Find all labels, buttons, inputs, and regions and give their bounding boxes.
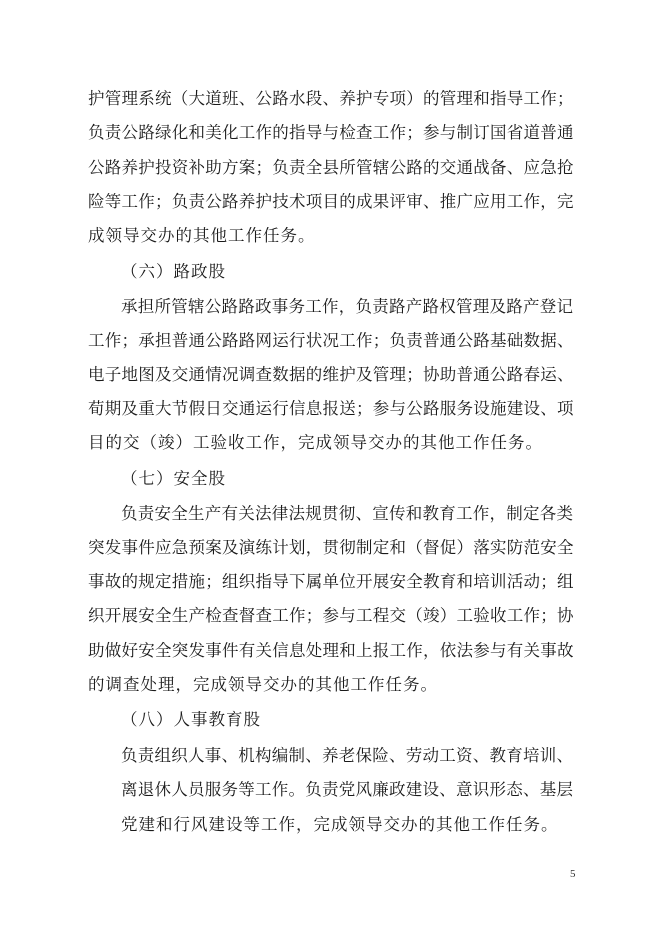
text-line: 护管理系统（大道班、公路水段、养护专项）的管理和指导工作； [88, 89, 574, 108]
text-line: 成领导交办的其他工作任务。 [88, 226, 316, 245]
text-line: 织开展安全生产检查督查工作；参与工程交（竣）工验收工作；协 [88, 606, 574, 625]
text-line: 目的交（竣）工验收工作，完成领导交办的其他工作任务。 [88, 433, 543, 452]
text-line: 电子地图及交通情况调查数据的维护及管理；协助普通公路春运、 [88, 365, 574, 384]
text-line: 工作；承担普通公路路网运行状况工作；负责普通公路基础数据、 [88, 331, 574, 350]
text-line: 党建和行风建设等工作，完成领导交办的其他工作任务。 [121, 815, 559, 834]
section-heading: （八）人事教育股 [121, 710, 261, 729]
text-line: 荀期及重大节假日交通运行信息报送；参与公路服务设施建设、项 [88, 399, 574, 418]
text-line: 承担所管辖公路路政事务工作，负责路产路权管理及路产登记 [121, 297, 574, 316]
text-line: 负责公路绿化和美化工作的指导与检查工作；参与制订国省道普通 [88, 123, 574, 142]
text-line: 负责安全生产有关法律法规贯彻、宣传和教育工作，制定各类 [121, 504, 574, 523]
section-heading: （六）路政股 [121, 262, 226, 281]
text-line: 险等工作；负责公路养护技术项目的成果评审、推广应用工作，完 [88, 192, 574, 211]
text-line: 负责组织人事、机构编制、养老保险、劳动工资、教育培训、 [121, 746, 574, 765]
text-line: 公路养护投资补助方案；负责全县所管辖公路的交通战备、应急抢 [88, 158, 574, 177]
text-line: 突发事件应急预案及演练计划，贯彻制定和（督促）落实防范安全 [88, 538, 574, 557]
text-line: 助做好安全突发事件有关信息处理和上报工作，依法参与有关事故 [88, 641, 574, 660]
text-line: 事故的规定措施；组织指导下属单位开展安全教育和培训活动；组 [88, 572, 574, 591]
page-number: 5 [570, 868, 576, 880]
text-line: 的调查处理，完成领导交办的其他工作任务。 [88, 675, 438, 694]
section-heading: （七）安全股 [121, 469, 226, 488]
text-line: 离退休人员服务等工作。负责党风廉政建设、意识形态、基层 [121, 780, 574, 799]
